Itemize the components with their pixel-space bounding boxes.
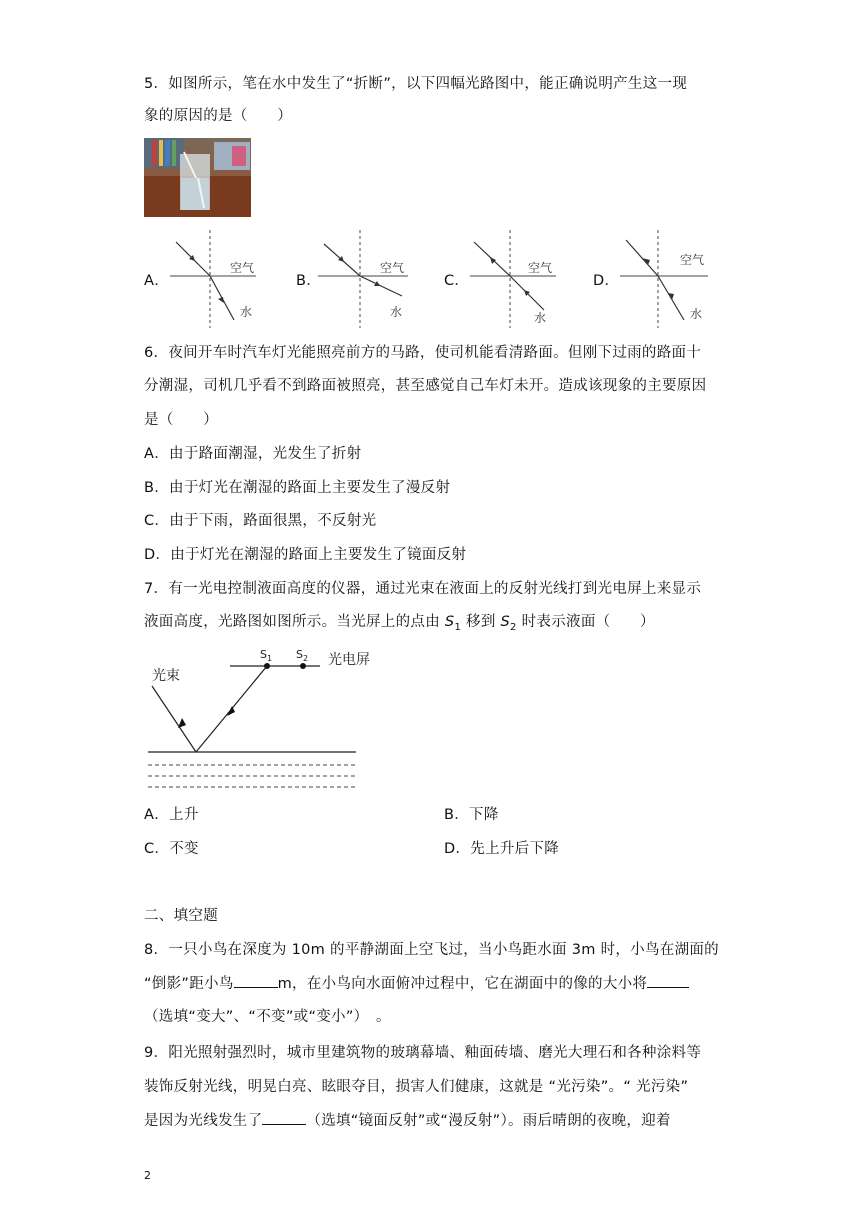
q6-stem-line3: 是（ ） — [144, 412, 218, 428]
pencil-in-water-photo — [144, 138, 251, 217]
q7-option-b: B．下降 — [444, 807, 499, 823]
q6-option-d: D．由于灯光在潮湿的路面上主要发生了镜面反射 — [144, 547, 467, 563]
q7-light-path-diagram — [144, 642, 384, 794]
q8-line3: （选填“变大”、“不变”或“变小”） 。 — [144, 1009, 391, 1025]
q6-option-c: C．由于下雨，路面很黑，不反射光 — [144, 513, 377, 529]
q5-option-c-label: C． — [444, 273, 470, 289]
q5-option-d-label: D． — [593, 273, 620, 289]
section-title: 二、填空题 — [144, 908, 218, 924]
q6-stem-line2: 分潮湿，司机几乎看不到路面被照亮，甚至感觉自己车灯未开。造成该现象的主要原因 — [144, 378, 707, 394]
q7-stem-line2: 液面高度，光路图如图所示。当光屏上的点由 $S_1$ 移到 $S_2$ 时表示液面（ ） — [144, 614, 655, 633]
q5-option-a-diagram — [168, 230, 268, 328]
q5-c-air-label: 空气 — [528, 261, 553, 275]
q8-blank-2 — [647, 973, 689, 988]
q7-stem-line1: 7．有一光电控制液面高度的仪器，通过光束在液面上的反射光线打到光电屏上来显示 — [144, 581, 702, 597]
q5-c-water-label: 水 — [534, 311, 547, 325]
q9-line2: 装饰反射光线，明晃白亮、眩眼夺目，损害人们健康，这就是 “光污染”。“ 光污染” — [144, 1079, 689, 1095]
q9-line1: 9．阳光照射强烈时，城市里建筑物的玻璃幕墙、釉面砖墙、磨光大理石和各种涂料等 — [144, 1045, 702, 1061]
q5-d-water-label: 水 — [690, 307, 703, 321]
q5-option-d-diagram — [618, 230, 718, 328]
q5-d-air-label: 空气 — [680, 253, 705, 267]
q5-stem-line1: 5．如图所示，笔在水中发生了“折断”，以下四幅光路图中，能正确说明产生这一现 — [144, 76, 688, 92]
q7-option-c: C．不变 — [144, 841, 199, 857]
q6-stem-line1: 6．夜间开车时汽车灯光能照亮前方的马路，使司机能看清路面。但刚下过雨的路面十 — [144, 345, 702, 361]
q5-a-water-label: 水 — [240, 305, 253, 319]
q8-blank-1 — [234, 973, 278, 988]
q5-option-b-label: B． — [296, 273, 322, 289]
q7-option-a: A．上升 — [144, 807, 199, 823]
q5-a-air-label: 空气 — [230, 261, 255, 275]
q8-line2: “倒影”距小鸟 m，在小鸟向水面俯冲过程中，它在湖面中的像的大小将 — [144, 973, 689, 994]
q8-line1: 8．一只小鸟在深度为 10m 的平静湖面上空飞过，当小鸟距水面 3m 时，小鸟在湖面的 — [144, 942, 719, 958]
q5-b-water-label: 水 — [390, 305, 403, 319]
q9-line3: 是因为光线发生了 （选填“镜面反射”或“漫反射”）。雨后晴朗的夜晚，迎着 — [144, 1110, 671, 1131]
page-number: 2 — [144, 1169, 152, 1182]
q5-stem-line2: 象的原因的是（ ） — [144, 108, 292, 124]
q5-option-b-diagram — [316, 230, 416, 328]
q7-screen-label: 光电屏 — [328, 652, 370, 668]
q7-option-d: D．先上升后下降 — [444, 841, 560, 857]
q5-option-c-diagram — [468, 230, 568, 328]
q6-option-a: A．由于路面潮湿，光发生了折射 — [144, 446, 362, 462]
q9-blank-1 — [262, 1110, 306, 1125]
q7-s2-label: $S_2$ — [296, 648, 309, 663]
q5-option-a-label: A． — [144, 273, 170, 289]
q7-beam-label: 光束 — [152, 668, 180, 684]
q6-option-b: B．由于灯光在潮湿的路面上主要发生了漫反射 — [144, 480, 451, 496]
q5-b-air-label: 空气 — [380, 261, 405, 275]
q7-s1-label: $S_1$ — [260, 648, 273, 663]
